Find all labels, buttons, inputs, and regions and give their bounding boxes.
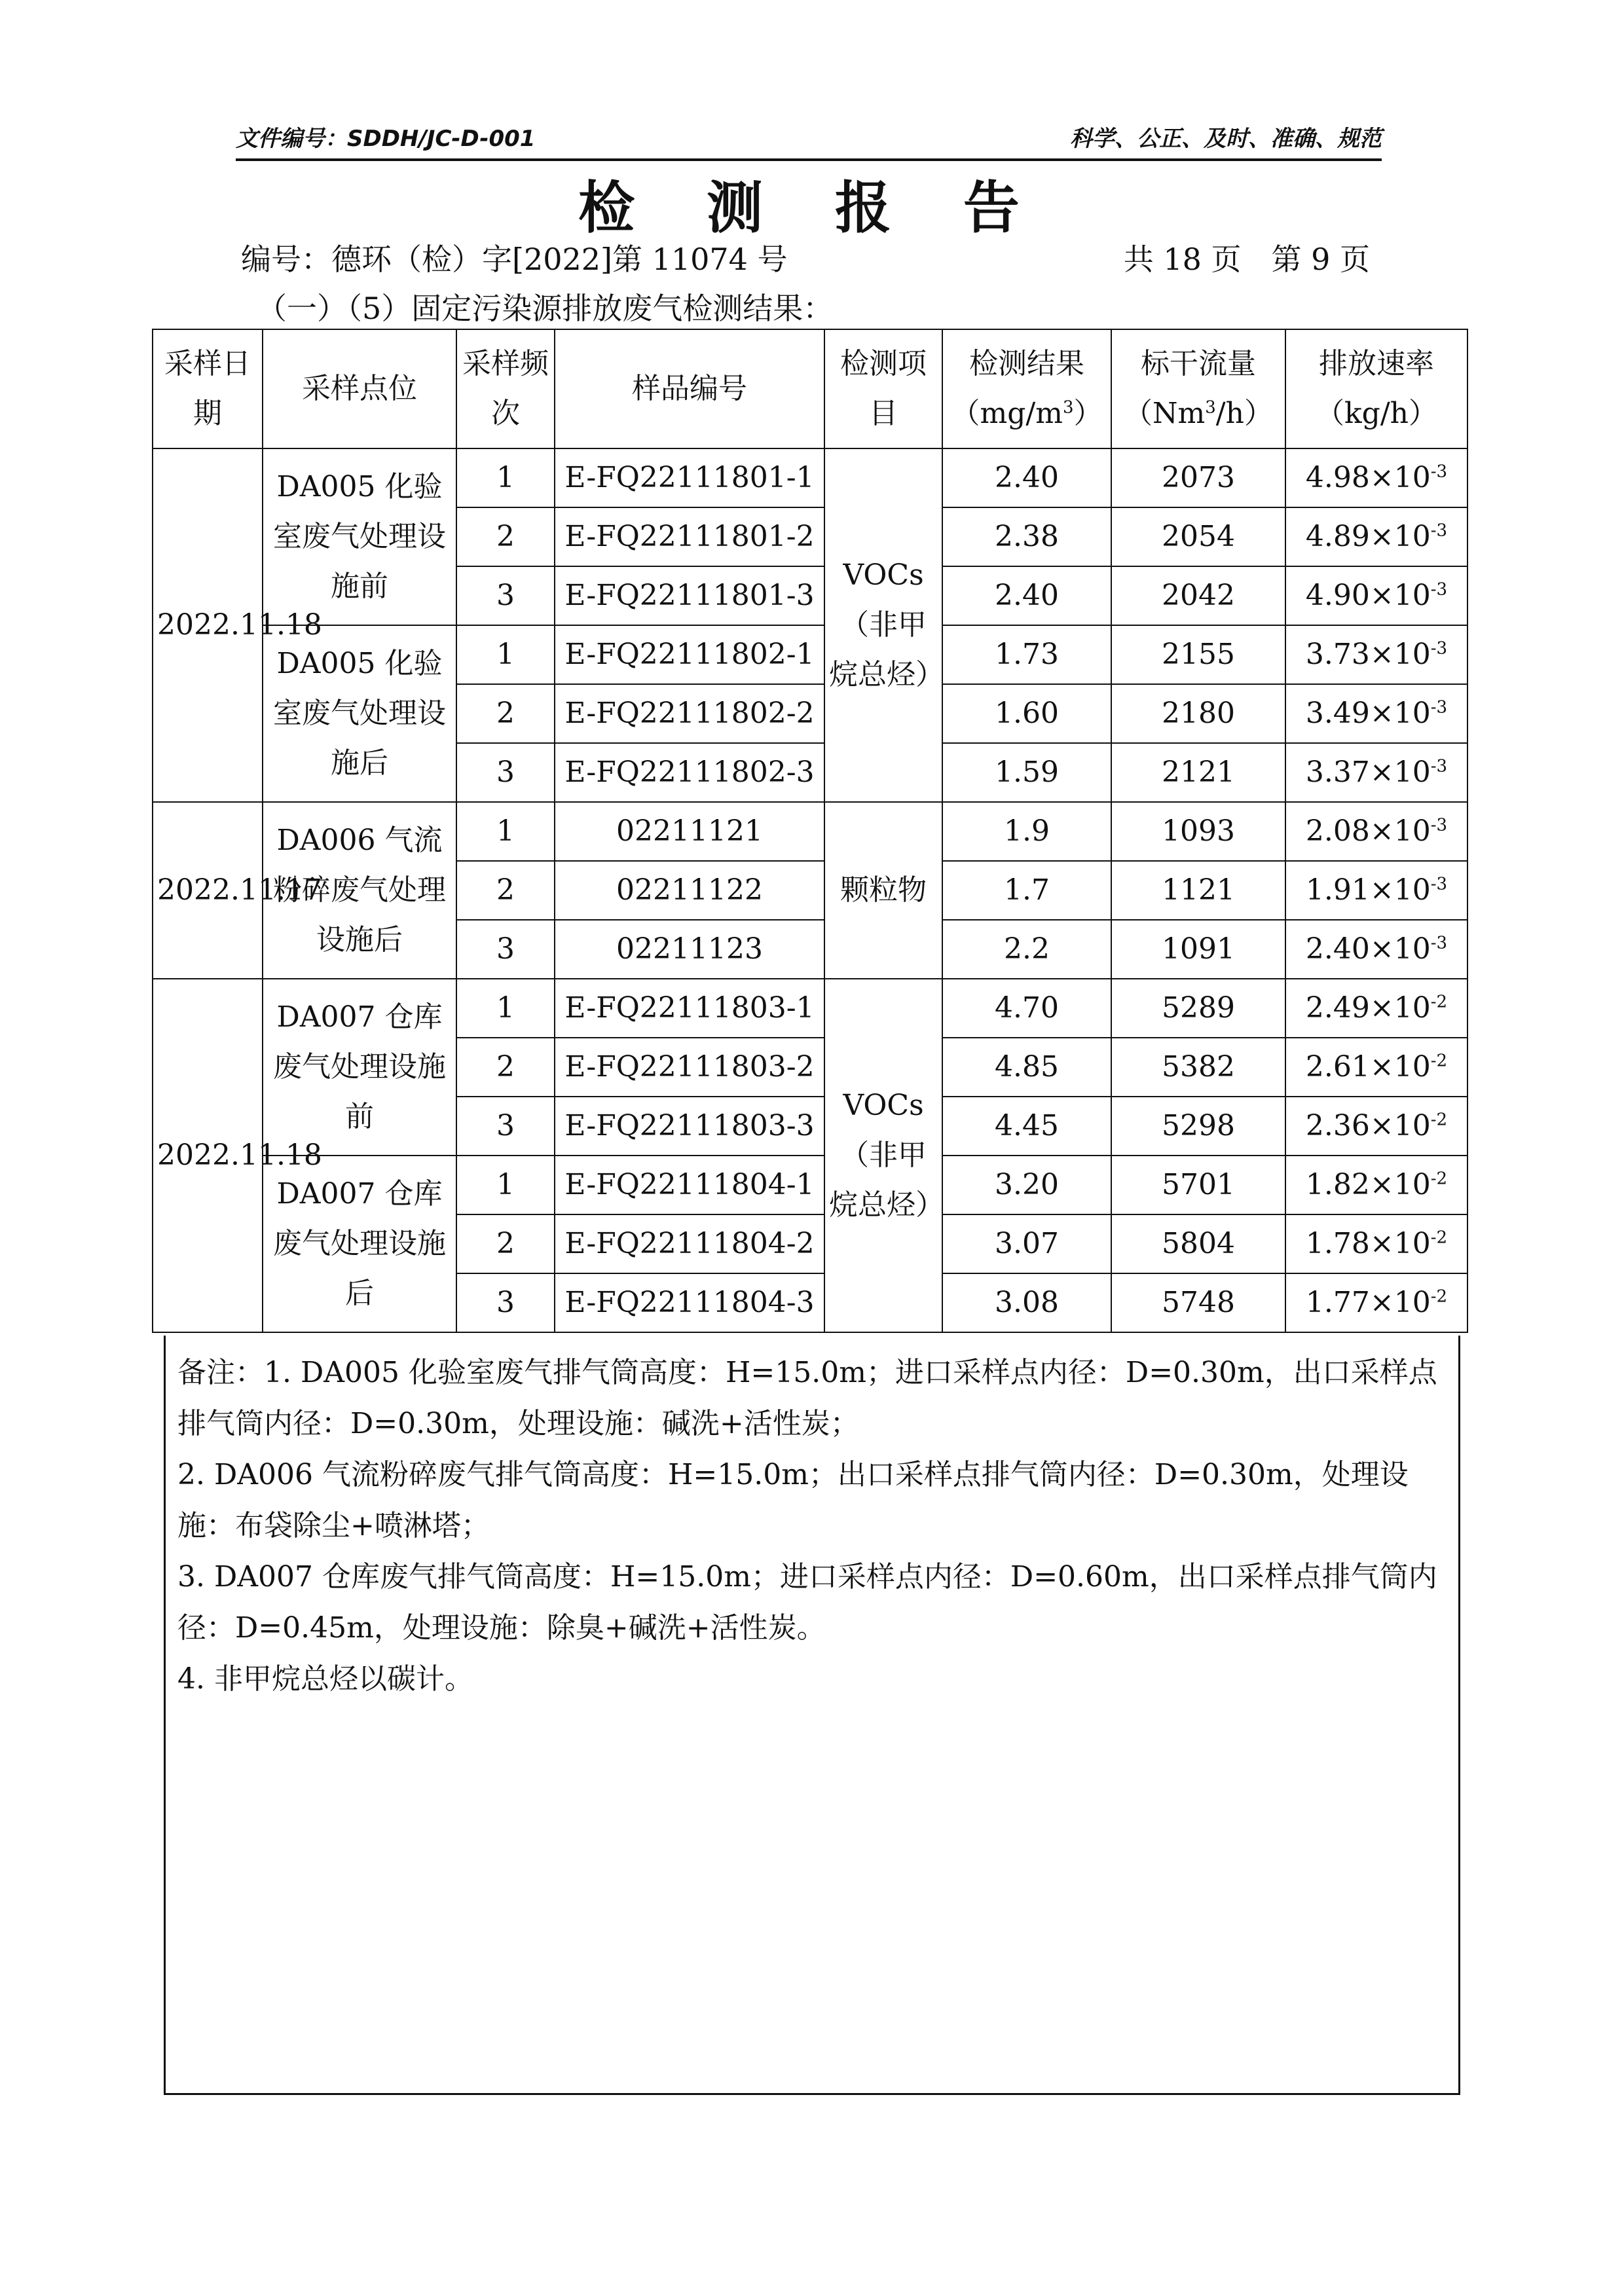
- section-title: （一）（5）固定污染源排放废气检测结果：: [257, 291, 834, 326]
- sampling-point-cell: DA005 化验室废气处理设施前: [263, 448, 456, 625]
- header-point: 采样点位: [263, 329, 456, 448]
- note-3: 3. DA007 仓库废气排气筒高度：H=15.0m；进口采样点内径：D=0.60m，出口采样点排气筒内径：D=0.45m，处理设施：除臭+碱洗+活性炭。: [177, 1560, 1437, 1645]
- result-cell: 4.45: [942, 1097, 1111, 1156]
- emission-rate-cell: $1.78\times 10^{-2}$: [1285, 1214, 1467, 1273]
- flow-cell: 5382: [1111, 1038, 1285, 1097]
- frequency-cell: 3: [456, 743, 555, 802]
- table-row: [153, 979, 1467, 1038]
- flow-cell: 2121: [1111, 743, 1285, 802]
- results-table: [152, 329, 1468, 1333]
- page-header: [236, 118, 1382, 161]
- frequency-cell: 3: [456, 920, 555, 979]
- emission-rate-cell: $4.98\times 10^{-3}$: [1285, 448, 1467, 507]
- frequency-cell: 2: [456, 861, 555, 920]
- note-2: 2. DA006 气流粉碎废气排气筒高度：H=15.0m；出口采样点排气筒内径：D=0.30m，处理设施：布袋除尘+喷淋塔；: [177, 1458, 1409, 1542]
- header-flow-label: 标干流量: [1141, 347, 1256, 380]
- frequency-cell: 1: [456, 979, 555, 1038]
- result-cell: 1.9: [942, 802, 1111, 861]
- flow-cell: 2155: [1111, 625, 1285, 684]
- emission-rate-cell: $1.82\times 10^{-2}$: [1285, 1156, 1467, 1214]
- emission-rate-cell: $4.89\times 10^{-3}$: [1285, 507, 1467, 566]
- test-item-cell: VOCs（非甲烷总烃）: [824, 448, 942, 802]
- header-frequency: 采样频次: [456, 329, 555, 448]
- emission-rate-cell: $2.36\times 10^{-2}$: [1285, 1097, 1467, 1156]
- table-row: [153, 625, 1467, 684]
- flow-cell: 5701: [1111, 1156, 1285, 1214]
- result-cell: 3.07: [942, 1214, 1111, 1273]
- report-title: 检 测 报 告: [578, 175, 1046, 241]
- sample-no-cell: E-FQ22111801-1: [555, 448, 824, 507]
- test-item-cell: VOCs（非甲烷总烃）: [824, 979, 942, 1332]
- flow-cell: 5748: [1111, 1273, 1285, 1332]
- header-date: 采样日期: [153, 329, 263, 448]
- frequency-cell: 3: [456, 566, 555, 625]
- emission-rate-cell: $2.61\times 10^{-2}$: [1285, 1038, 1467, 1097]
- frequency-cell: 1: [456, 625, 555, 684]
- header-rate-label: 排放速率: [1319, 347, 1434, 380]
- frequency-cell: 3: [456, 1097, 555, 1156]
- table-row: [153, 1156, 1467, 1214]
- test-item-cell: 颗粒物: [824, 802, 942, 979]
- emission-rate-cell: $2.08\times 10^{-3}$: [1285, 802, 1467, 861]
- flow-cell: 2042: [1111, 566, 1285, 625]
- result-cell: 4.70: [942, 979, 1111, 1038]
- header-result-label: 检测结果: [969, 347, 1084, 380]
- sample-no-cell: 02211123: [555, 920, 824, 979]
- emission-rate-cell: $4.90\times 10^{-3}$: [1285, 566, 1467, 625]
- result-cell: 2.40: [942, 566, 1111, 625]
- sample-no-cell: E-FQ22111804-1: [555, 1156, 824, 1214]
- note-1: 备注：1. DA005 化验室废气排气筒高度：H=15.0m；进口采样点内径：D=0.30m，出口采样点排气筒内径：D=0.30m，处理设施：碱洗+活性炭；: [177, 1356, 1437, 1440]
- result-cell: 2.2: [942, 920, 1111, 979]
- flow-cell: 1091: [1111, 920, 1285, 979]
- flow-cell: 1093: [1111, 802, 1285, 861]
- result-cell: 3.20: [942, 1156, 1111, 1214]
- flow-cell: 1121: [1111, 861, 1285, 920]
- sampling-point-cell: DA005 化验室废气处理设施后: [263, 625, 456, 802]
- header-rate-unit: （kg/h）: [1316, 397, 1437, 430]
- header-rate: [1285, 329, 1467, 448]
- sampling-point-cell: DA007 仓库废气处理设施前: [263, 979, 456, 1156]
- page-info: 共 18 页 第 9 页: [1123, 242, 1370, 277]
- sample-no-cell: E-FQ22111804-3: [555, 1273, 824, 1332]
- frequency-cell: 2: [456, 1038, 555, 1097]
- header-sample-no: 样品编号: [555, 329, 824, 448]
- emission-rate-cell: $3.37\times 10^{-3}$: [1285, 743, 1467, 802]
- result-cell: 2.38: [942, 507, 1111, 566]
- note-4: 4. 非甲烷总烃以碳计。: [177, 1662, 473, 1696]
- emission-rate-cell: $1.91\times 10^{-3}$: [1285, 861, 1467, 920]
- header-item: 检测项目: [824, 329, 942, 448]
- flow-cell: 2180: [1111, 684, 1285, 743]
- sample-no-cell: 02211121: [555, 802, 824, 861]
- result-cell: 1.60: [942, 684, 1111, 743]
- emission-rate-cell: $1.77\times 10^{-2}$: [1285, 1273, 1467, 1332]
- flow-cell: 2073: [1111, 448, 1285, 507]
- sample-no-cell: E-FQ22111804-2: [555, 1214, 824, 1273]
- sampling-date-cell: 2022.11.18: [153, 979, 263, 1332]
- document-code: 文件编号：SDDH/JC-D-001: [236, 126, 536, 152]
- flow-cell: 5298: [1111, 1097, 1285, 1156]
- result-cell: 1.7: [942, 861, 1111, 920]
- header-result: [942, 329, 1111, 448]
- sample-no-cell: E-FQ22111803-2: [555, 1038, 824, 1097]
- header-flow: [1111, 329, 1285, 448]
- motto: 科学、公正、及时、准确、规范: [1070, 126, 1382, 152]
- sample-no-cell: E-FQ22111803-3: [555, 1097, 824, 1156]
- table-body: [153, 448, 1467, 1332]
- sampling-date-cell: 2022.11.18: [153, 448, 263, 802]
- emission-rate-cell: $2.40\times 10^{-3}$: [1285, 920, 1467, 979]
- frequency-cell: 2: [456, 684, 555, 743]
- sampling-date-cell: 2022.11.17: [153, 802, 263, 979]
- header-flow-unit: （Nm$^3$/h）: [1124, 397, 1273, 430]
- report-number: 编号：德环（检）字[2022]第 11074 号: [241, 242, 788, 277]
- result-cell: 1.73: [942, 625, 1111, 684]
- header-result-unit: $(mg/m^3)$: [951, 397, 1103, 430]
- sample-no-cell: E-FQ22111802-3: [555, 743, 824, 802]
- sample-no-cell: E-FQ22111801-3: [555, 566, 824, 625]
- flow-cell: 2054: [1111, 507, 1285, 566]
- frequency-cell: 2: [456, 1214, 555, 1273]
- result-cell: 3.08: [942, 1273, 1111, 1332]
- emission-rate-cell: $3.49\times 10^{-3}$: [1285, 684, 1467, 743]
- table-row: [153, 802, 1467, 861]
- sampling-point-cell: DA006 气流粉碎废气处理设施后: [263, 802, 456, 979]
- frequency-cell: 3: [456, 1273, 555, 1332]
- result-cell: 2.40: [942, 448, 1111, 507]
- sample-no-cell: 02211122: [555, 861, 824, 920]
- frequency-cell: 1: [456, 448, 555, 507]
- flow-cell: 5804: [1111, 1214, 1285, 1273]
- emission-rate-cell: $2.49\times 10^{-2}$: [1285, 979, 1467, 1038]
- result-cell: 4.85: [942, 1038, 1111, 1097]
- table-header-row: [153, 329, 1467, 448]
- table-row: [153, 448, 1467, 507]
- sample-no-cell: E-FQ22111801-2: [555, 507, 824, 566]
- sample-no-cell: E-FQ22111802-1: [555, 625, 824, 684]
- result-cell: 1.59: [942, 743, 1111, 802]
- frequency-cell: 2: [456, 507, 555, 566]
- frequency-cell: 1: [456, 802, 555, 861]
- emission-rate-cell: $3.73\times 10^{-3}$: [1285, 625, 1467, 684]
- notes-box: [164, 1336, 1460, 2095]
- frequency-cell: 1: [456, 1156, 555, 1214]
- sample-no-cell: E-FQ22111802-2: [555, 684, 824, 743]
- sampling-point-cell: DA007 仓库废气处理设施后: [263, 1156, 456, 1332]
- flow-cell: 5289: [1111, 979, 1285, 1038]
- sample-no-cell: E-FQ22111803-1: [555, 979, 824, 1038]
